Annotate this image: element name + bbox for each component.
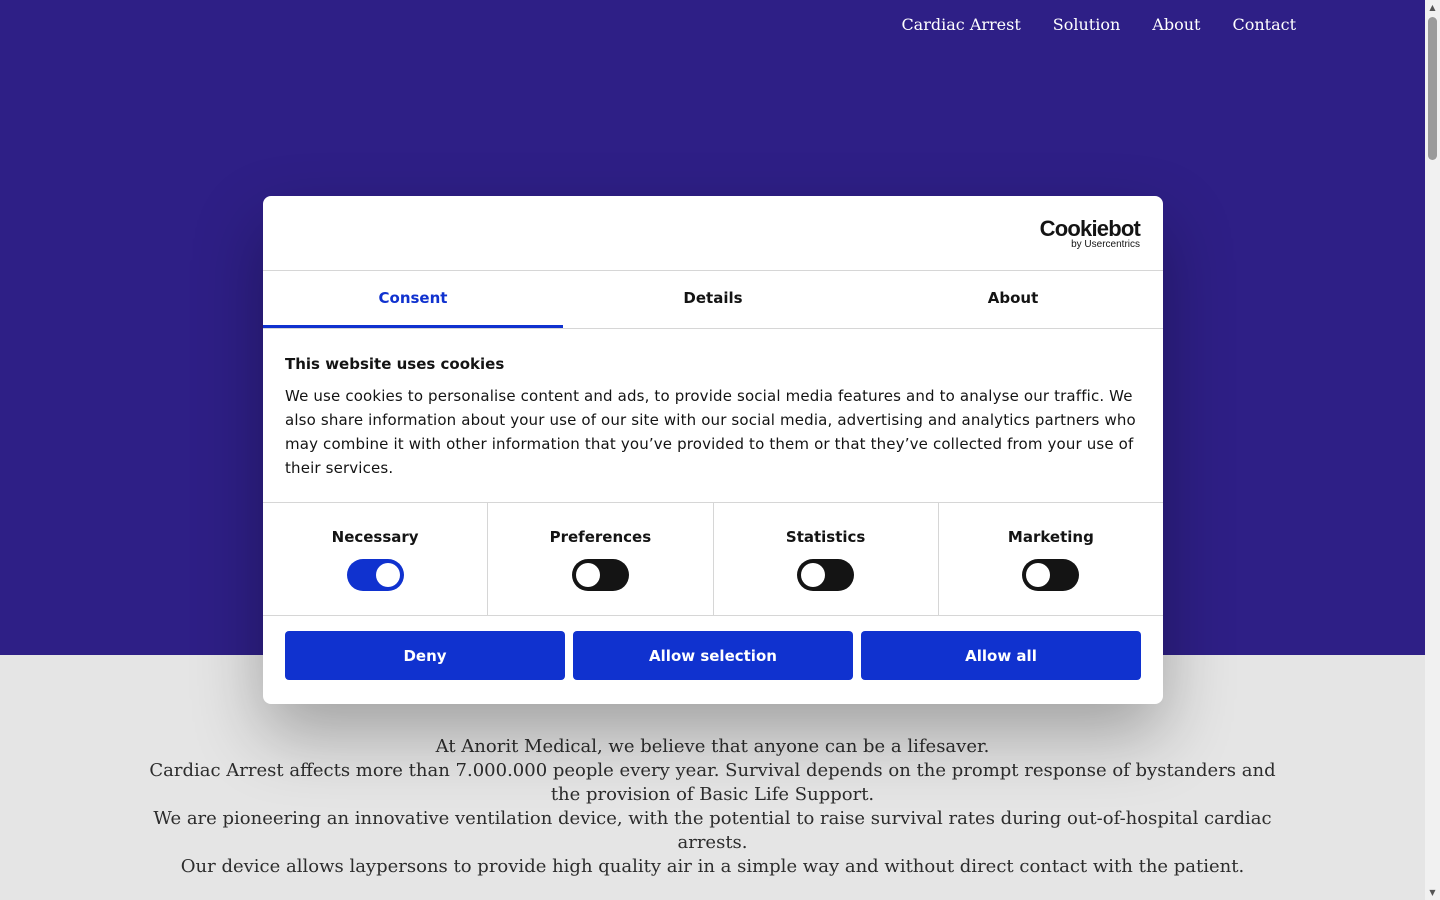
toggle-label-preferences: Preferences <box>549 528 652 546</box>
toggle-knob <box>801 563 825 587</box>
scroll-up-arrow-icon[interactable]: ▲ <box>1429 3 1436 12</box>
cookiebot-logo <box>1040 218 1140 250</box>
allow-all-button[interactable]: Allow all <box>861 631 1141 680</box>
intro-line-3: We are pioneering an innovative ventilation device, with the potential to raise survival rates during out-of-hospital cardiac arrests. <box>153 808 1272 853</box>
statistics-toggle[interactable] <box>797 559 854 591</box>
toggle-label-statistics: Statistics <box>785 528 866 546</box>
toggle-label-marketing: Marketing <box>1007 528 1094 546</box>
logo-sub-text: by Usercentrics <box>1071 239 1140 250</box>
dialog-buttons <box>263 616 1163 680</box>
toggle-label-necessary: Necessary <box>331 528 419 546</box>
deny-button[interactable]: Deny <box>285 631 565 680</box>
scroll-thumb[interactable] <box>1428 17 1437 160</box>
toggle-knob <box>1026 563 1050 587</box>
necessary-toggle[interactable] <box>347 559 404 591</box>
dialog-title: This website uses cookies <box>285 355 505 373</box>
intro-line-1: At Anorit Medical, we believe that anyone can be a lifesaver. <box>435 736 990 757</box>
tab-details[interactable]: Details <box>683 289 743 307</box>
preferences-toggle[interactable] <box>572 559 629 591</box>
tab-consent[interactable]: Consent <box>263 271 563 328</box>
consent-toggles <box>263 503 1163 616</box>
nav-link-solution[interactable]: Solution <box>1052 15 1121 34</box>
scroll-down-arrow-icon[interactable]: ▼ <box>1429 888 1436 897</box>
cookie-consent-dialog <box>263 196 1163 704</box>
intro-text <box>0 735 1425 879</box>
intro-line-2: Cardiac Arrest affects more than 7.000.000 people every year. Survival depends on the prompt response of bystanders and the provision of Basic Life Support. <box>149 760 1276 805</box>
toggle-group-statistics <box>714 503 939 615</box>
nav-link-cardiac-arrest[interactable]: Cardiac Arrest <box>901 15 1021 34</box>
logo-main-text: Cookiebot <box>1039 216 1140 241</box>
toggle-knob <box>576 563 600 587</box>
nav-link-contact[interactable]: Contact <box>1232 15 1296 34</box>
toggle-group-necessary <box>263 503 488 615</box>
dialog-description: We use cookies to personalise content and ads, to provide social media features and to analyse our traffic. We also share information about your use of our site with our social media, advertising and analytics partners who may combine it with other information that you’ve provided to them or that they’ve collected from your use of their services. <box>285 387 1136 477</box>
tab-about[interactable]: About <box>987 289 1039 307</box>
dialog-tabs <box>263 271 1163 329</box>
allow-selection-button[interactable]: Allow selection <box>573 631 853 680</box>
nav-link-about[interactable]: About <box>1152 15 1201 34</box>
page-scrollbar[interactable] <box>1425 0 1440 900</box>
intro-line-4: Our device allows laypersons to provide high quality air in a simple way and without direct contact with the patient. <box>180 856 1245 877</box>
dialog-body <box>263 329 1163 503</box>
toggle-group-marketing <box>939 503 1163 615</box>
dialog-header <box>263 196 1163 271</box>
main-nav <box>901 14 1296 36</box>
toggle-knob <box>376 563 400 587</box>
toggle-group-preferences <box>488 503 713 615</box>
marketing-toggle[interactable] <box>1022 559 1079 591</box>
